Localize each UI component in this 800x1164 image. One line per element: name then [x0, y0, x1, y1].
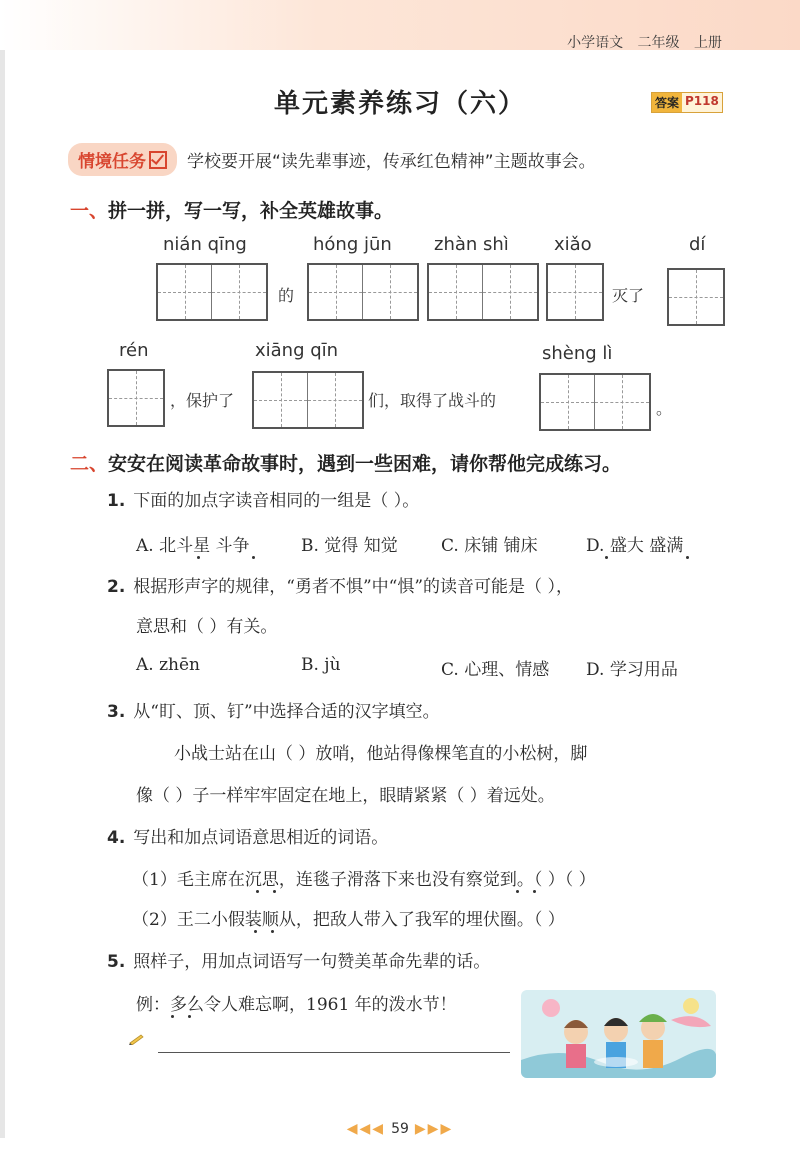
question-4-sentence2: （2）王二小假装顺从，把敌人带入了我军的埋伏圈。（ ）: [132, 910, 565, 930]
word-de: 的: [278, 286, 295, 305]
question-3-line1: 小战士站在山（ ）放哨，他站得像棵笔直的小松树，脚: [174, 744, 588, 764]
page-number-row: [0, 1121, 800, 1137]
writing-grid-xiao[interactable]: [546, 263, 604, 321]
emphasis-dot: [197, 556, 200, 559]
writing-grid-nianqing[interactable]: [156, 263, 268, 321]
pinyin-ren: rén: [119, 340, 149, 361]
question-4-text: 写出和加点词语意思相近的词语。: [133, 828, 389, 848]
triangle-right-icon: ▶▶▶: [414, 1121, 454, 1137]
task-badge-label: 情境任务: [78, 152, 146, 172]
question-2-text: 根据形声字的规律，“勇者不惧”中“惧”的读音可能是（ ），: [133, 577, 573, 597]
question-4-sentence1: （1）毛主席在沉思，连毯子滑落下来也没有察觉到。（ ）（ ）: [132, 870, 596, 890]
page-edge: [0, 28, 5, 1138]
page-number: 59: [391, 1121, 409, 1137]
question-1: [107, 486, 419, 511]
question-1-number: 1.: [107, 491, 126, 511]
writing-grid-zhanshi[interactable]: [427, 263, 539, 321]
q2-option-b[interactable]: B. jù: [301, 655, 341, 675]
word-mie: 灭了: [612, 286, 645, 305]
emphasis-dot: [188, 1015, 191, 1018]
writing-grid-xiangqin[interactable]: [252, 371, 364, 429]
emphasis-dot: [533, 890, 536, 893]
pencil-icon: [129, 1033, 145, 1045]
emphasis-dot: [686, 556, 689, 559]
q2-option-a[interactable]: A. zhēn: [136, 655, 200, 675]
emphasis-dot: [516, 890, 519, 893]
pinyin-hongjun: hóng jūn: [313, 234, 392, 255]
question-4-number: 4.: [107, 828, 126, 848]
triangle-left-icon: ◀◀◀: [346, 1121, 386, 1137]
pinyin-di: dí: [689, 234, 706, 255]
answer-page: P118: [682, 93, 722, 112]
writing-grid-hongjun[interactable]: [307, 263, 419, 321]
header-grade: 二年级: [637, 35, 680, 51]
question-2-number: 2.: [107, 577, 126, 597]
question-3: [107, 697, 440, 722]
emphasis-dot: [171, 1015, 174, 1018]
section2-title: 安安在阅读革命故事时，遇到一些困难，请你帮他完成练习。: [108, 453, 622, 475]
word-men: 们，取得了战斗的: [368, 391, 497, 410]
emphasis-dot: [252, 556, 255, 559]
answer-line[interactable]: [158, 1052, 510, 1053]
writing-grid-ren[interactable]: [107, 369, 165, 427]
q1-option-b[interactable]: B. 觉得 知觉: [301, 536, 398, 556]
question-4: [107, 823, 388, 848]
emphasis-dot: [254, 930, 257, 933]
question-5-number: 5.: [107, 952, 126, 972]
answer-label: 答案: [652, 93, 682, 112]
page-title: 单元素养练习（六）: [273, 89, 526, 119]
question-2: [107, 572, 573, 597]
header-band: [0, 0, 800, 50]
task-row: [68, 143, 596, 176]
pinyin-zhanshi: zhàn shì: [434, 234, 509, 255]
question-5-text: 照样子，用加点词语写一句赞美革命先辈的话。: [133, 952, 491, 972]
writing-grid-di[interactable]: [667, 268, 725, 326]
emphasis-dot: [271, 930, 274, 933]
q2-option-c[interactable]: C. 心理、情感: [441, 660, 550, 680]
task-text: 学校要开展“读先辈事迹，传承红色精神”主题故事会。: [187, 152, 596, 172]
task-badge: [68, 143, 177, 176]
section1-number: 一、: [70, 200, 109, 222]
q2-option-d[interactable]: D. 学习用品: [586, 660, 678, 680]
question-3-number: 3.: [107, 702, 126, 722]
q1-option-c[interactable]: C. 床铺 铺床: [441, 536, 538, 556]
pinyin-xiao: xiǎo: [554, 234, 592, 255]
emphasis-dot: [605, 556, 608, 559]
section2-heading: [70, 449, 621, 476]
section1-title: 拼一拼，写一写，补全英雄故事。: [108, 200, 394, 222]
q1-option-a[interactable]: A. 北斗星 斗争: [136, 536, 250, 556]
question-3-text: 从“盯、顶、钉”中选择合适的汉字填空。: [133, 702, 440, 722]
answer-reference[interactable]: [651, 92, 723, 113]
emphasis-dot: [273, 890, 276, 893]
check-icon: [149, 151, 167, 169]
section1-heading: [70, 196, 393, 223]
emphasis-dot: [256, 890, 259, 893]
word-end: 。: [656, 399, 673, 418]
question-3-line2: 像（ ）子一样牢牢固定在地上，眼睛紧紧（ ）着远处。: [136, 786, 555, 806]
section2-number: 二、: [70, 453, 109, 475]
water-festival-illustration: [521, 990, 716, 1078]
header-subject: 小学语文: [567, 35, 624, 51]
pinyin-shengli: shèng lì: [542, 343, 613, 364]
question-1-text: 下面的加点字读音相同的一组是（ ）。: [133, 491, 420, 511]
question-5-example: 例：多么令人难忘啊，1961 年的泼水节！: [136, 995, 457, 1015]
header-volume: 上册: [694, 35, 722, 51]
writing-grid-shengli[interactable]: [539, 373, 651, 431]
header-info: [557, 32, 722, 52]
question-2-cont: 意思和（ ）有关。: [136, 617, 278, 637]
pinyin-xiangqin: xiāng qīn: [255, 340, 339, 361]
q1-option-d[interactable]: D. 盛大 盛满: [586, 536, 684, 556]
word-protect: ，保护了: [170, 391, 235, 410]
pinyin-nianqing: nián qīng: [163, 234, 247, 255]
question-5: [107, 947, 490, 972]
